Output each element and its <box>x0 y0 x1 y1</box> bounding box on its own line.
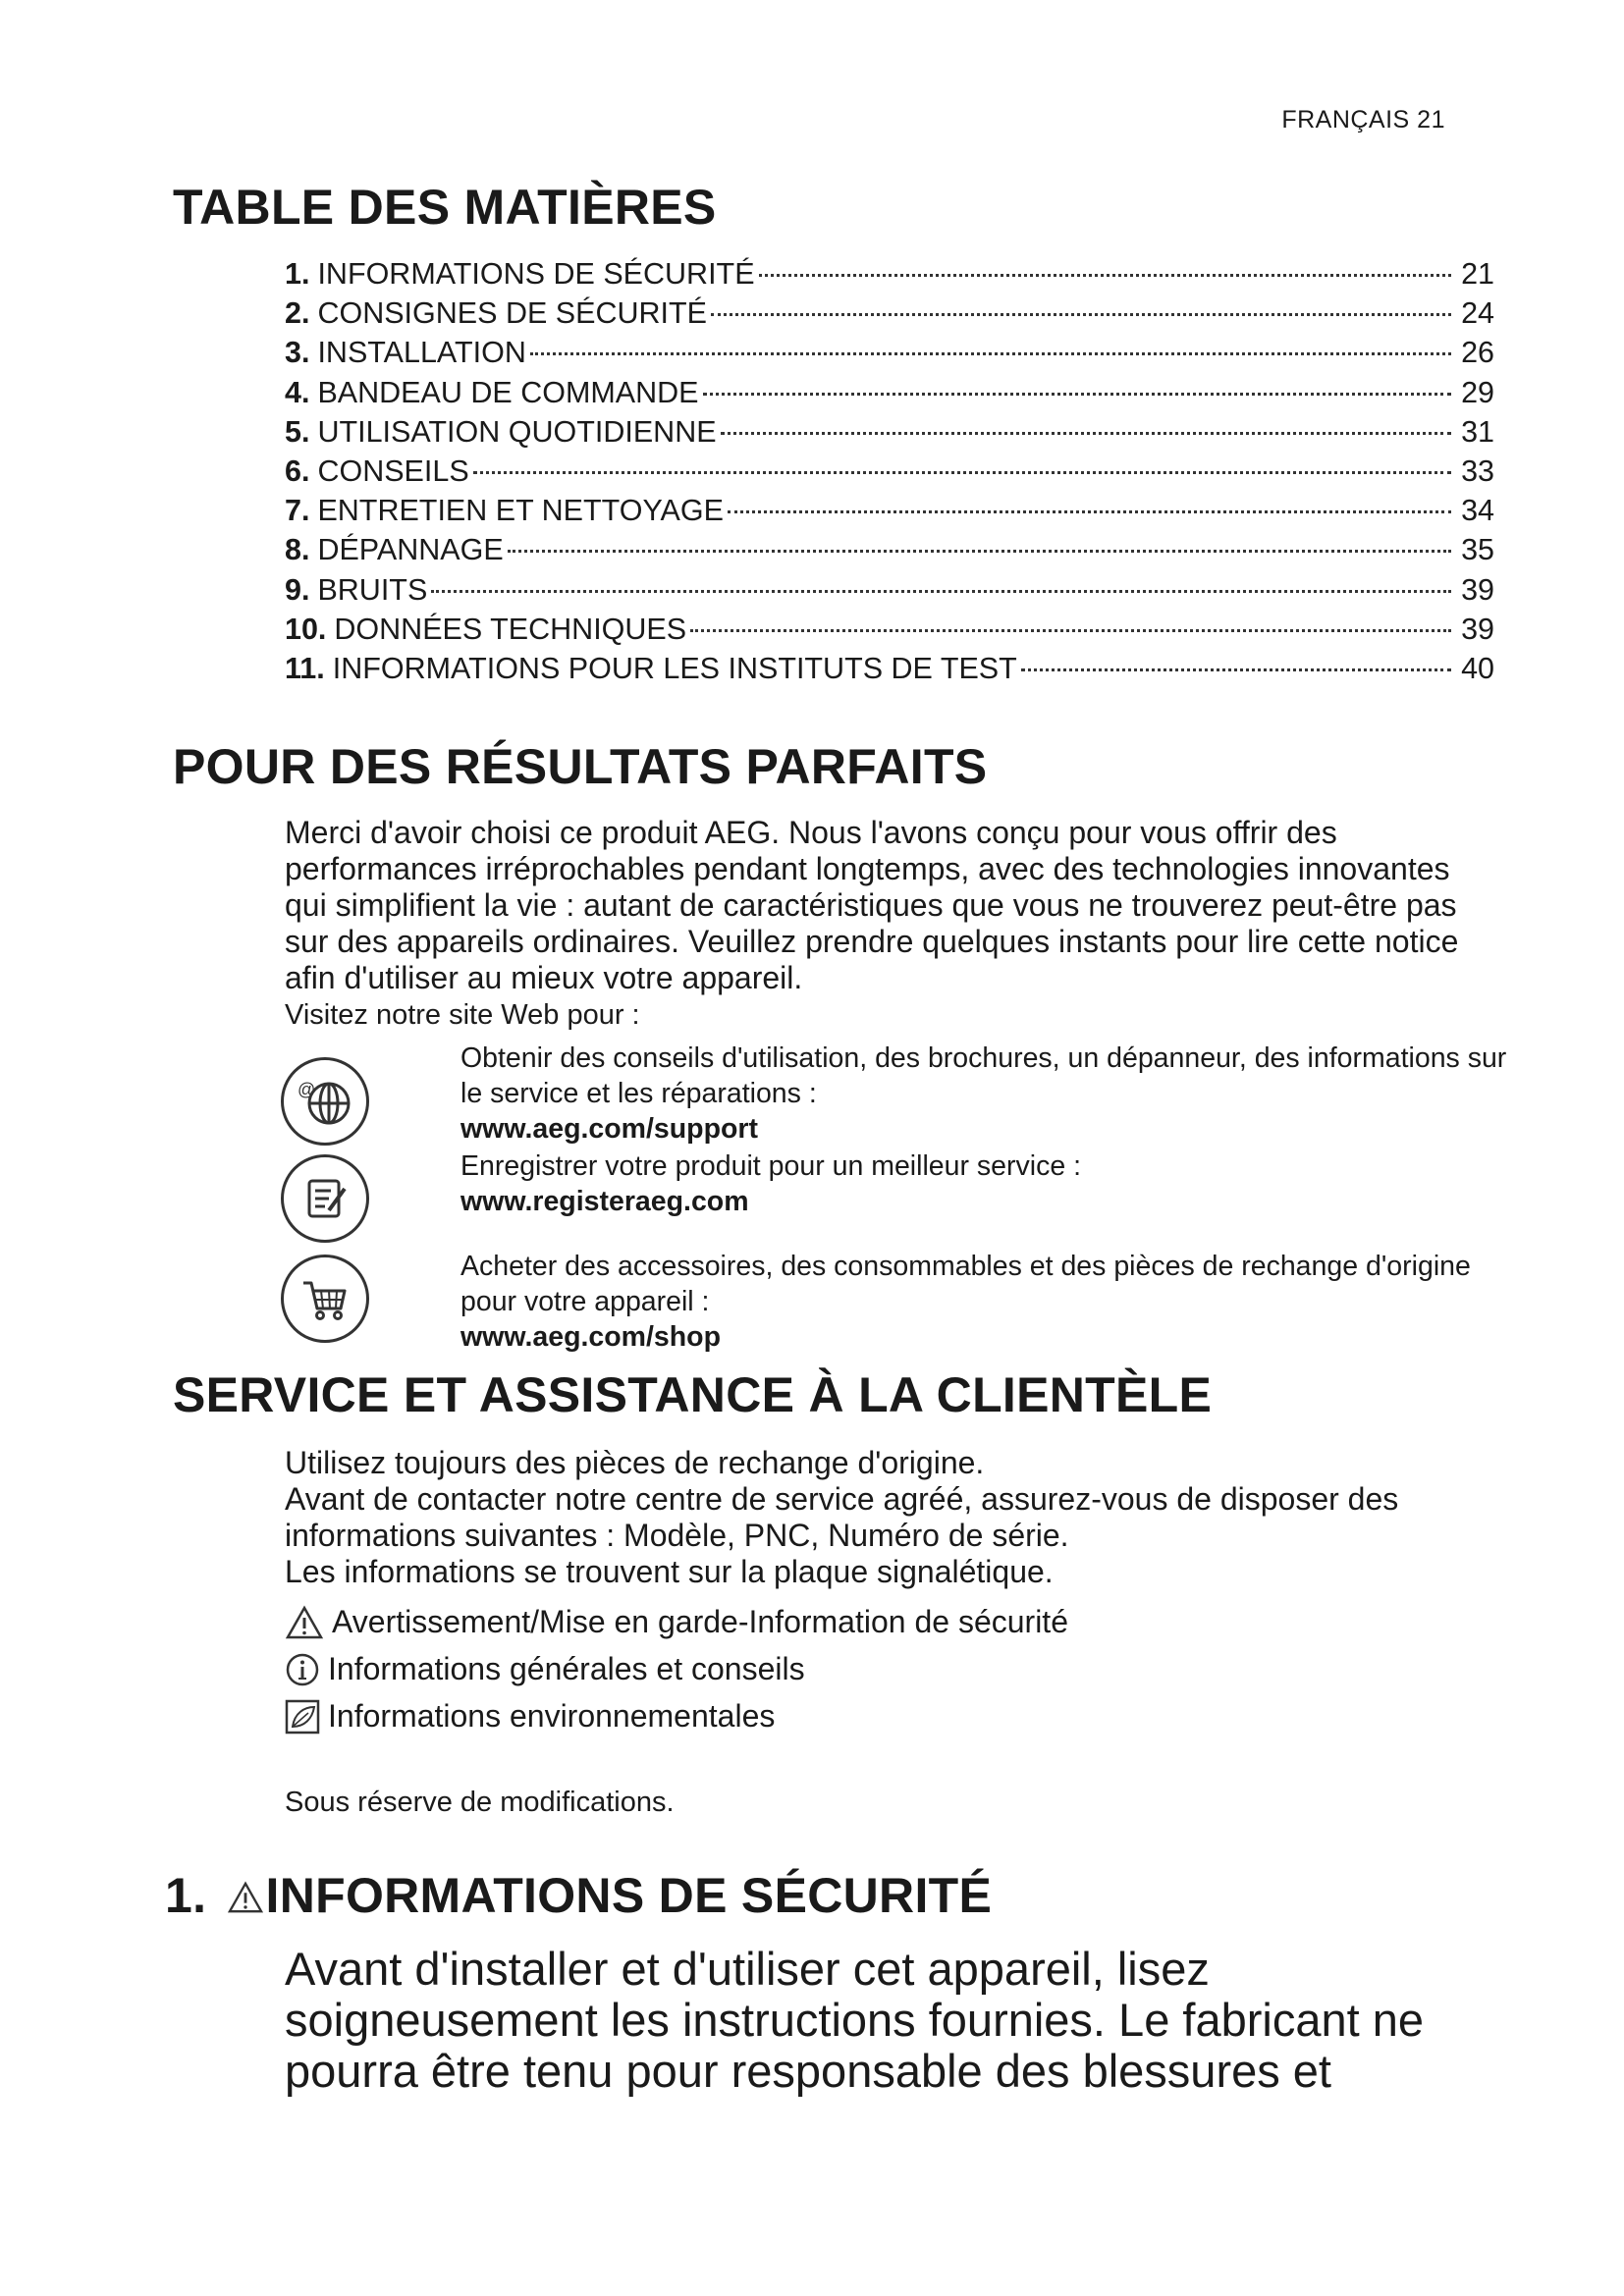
service-title: SERVICE ET ASSISTANCE À LA CLIENTÈLE <box>173 1367 1213 1422</box>
globe-icon <box>281 1057 369 1146</box>
shop-url-link[interactable]: www.aeg.com/shop <box>460 1321 721 1353</box>
page-header: FRANÇAIS 21 <box>1281 106 1445 133</box>
toc-label: BANDEAU DE COMMANDE <box>317 375 699 409</box>
toc-page: 39 <box>1461 572 1494 607</box>
toc-entry[interactable]: 7. ENTRETIEN ET NETTOYAGE 34 <box>285 494 1494 528</box>
info-icon <box>285 1652 320 1687</box>
toc-entry[interactable]: 10. DONNÉES TECHNIQUES 39 <box>285 612 1494 646</box>
register-url-link[interactable]: www.registeraeg.com <box>460 1186 749 1217</box>
intro-paragraph: Merci d'avoir choisi ce produit AEG. Nous l'avons conçu pour vous offrir des performances irréprochables pendant longtemps, avec des technologies innovantes qui simplifient la vie : autant de caractéristiques que vous ne trouverez peut-être pas sur des appareils ordinaires. Veuillez prendre quelques instants pour lire cette notice afin d'utiliser au mieux votre appareil. <box>285 815 1459 995</box>
safety-section-title <box>165 1867 992 1924</box>
table-of-contents <box>285 257 1494 691</box>
toc-page: 31 <box>1461 414 1494 449</box>
support-url-link[interactable]: www.aeg.com/support <box>460 1113 758 1145</box>
warning-icon <box>285 1605 324 1640</box>
toc-label: DONNÉES TECHNIQUES <box>334 612 687 646</box>
warning-icon <box>227 1881 264 1914</box>
toc-label: UTILISATION QUOTIDIENNE <box>317 414 717 449</box>
toc-label: ENTRETIEN ET NETTOYAGE <box>317 494 724 528</box>
toc-entry[interactable]: 8. DÉPANNAGE 35 <box>285 533 1494 567</box>
results-title: POUR DES RÉSULTATS PARFAITS <box>173 739 988 794</box>
toc-entry[interactable]: 1. INFORMATIONS DE SÉCURITÉ 21 <box>285 257 1494 291</box>
section-title-text: INFORMATIONS DE SÉCURITÉ <box>265 1868 993 1923</box>
toc-label: INFORMATIONS DE SÉCURITÉ <box>317 257 755 291</box>
toc-entry[interactable]: 5. UTILISATION QUOTIDIENNE 31 <box>285 414 1494 449</box>
toc-label: DÉPANNAGE <box>317 533 504 567</box>
shop-text: Acheter des accessoires, des consommables et des pièces de rechange d'origine pour votre appareil : www.aeg.com/shop <box>460 1249 1508 1355</box>
toc-title: TABLE DES MATIÈRES <box>173 180 717 235</box>
visit-text: Visitez notre site Web pour : <box>285 999 640 1031</box>
toc-entry[interactable]: 9. BRUITS 39 <box>285 572 1494 607</box>
toc-label: BRUITS <box>317 572 428 607</box>
toc-page: 33 <box>1461 454 1494 488</box>
service-paragraph: Utilisez toujours des pièces de rechange d'origine. Avant de contacter notre centre de service agréé, assurez-vous de disposer des informations suivantes : Modèle, PNC, Numéro de série. Les informations se trouvent sur la plaque signalétique. <box>285 1445 1399 1589</box>
cart-icon <box>281 1255 369 1343</box>
toc-page: 29 <box>1461 375 1494 409</box>
section-number: 1. <box>165 1868 207 1923</box>
toc-entry[interactable]: 3. INSTALLATION 26 <box>285 336 1494 370</box>
toc-page: 34 <box>1461 494 1494 528</box>
legend-environment: Informations environnementales <box>285 1698 775 1735</box>
toc-entry[interactable]: 4. BANDEAU DE COMMANDE 29 <box>285 375 1494 409</box>
toc-label: INSTALLATION <box>317 336 526 370</box>
toc-label: CONSEILS <box>317 454 469 488</box>
register-icon <box>281 1154 369 1243</box>
safety-intro: Avant d'installer et d'utiliser cet appareil, lisez soigneusement les instructions fournies. Le fabricant ne pourra être tenu pour responsable des blessures et <box>285 1943 1424 2097</box>
toc-entry[interactable]: 11. INFORMATIONS POUR LES INSTITUTS DE TEST 40 <box>285 651 1494 685</box>
toc-page: 39 <box>1461 612 1494 646</box>
toc-page: 40 <box>1461 651 1494 685</box>
leaf-icon <box>285 1699 320 1735</box>
svg-text:@: @ <box>298 1080 316 1099</box>
toc-page: 35 <box>1461 533 1494 567</box>
toc-page: 21 <box>1461 257 1494 291</box>
reserve-note: Sous réserve de modifications. <box>285 1787 675 1818</box>
toc-entry[interactable]: 2. CONSIGNES DE SÉCURITÉ 24 <box>285 296 1494 331</box>
toc-page: 26 <box>1461 336 1494 370</box>
toc-label: INFORMATIONS POUR LES INSTITUTS DE TEST <box>332 651 1017 685</box>
legend-warning: Avertissement/Mise en garde-Information de sécurité <box>285 1604 1068 1640</box>
register-text: Enregistrer votre produit pour un meilleur service : www.registeraeg.com <box>460 1150 1082 1217</box>
toc-label: CONSIGNES DE SÉCURITÉ <box>317 296 707 331</box>
support-text: Obtenir des conseils d'utilisation, des brochures, un dépanneur, des informations sur le service et les réparations : www.aeg.com/support <box>460 1042 1507 1145</box>
legend-info: Informations générales et conseils <box>285 1651 805 1687</box>
toc-entry[interactable]: 6. CONSEILS 33 <box>285 454 1494 488</box>
toc-page: 24 <box>1461 296 1494 331</box>
